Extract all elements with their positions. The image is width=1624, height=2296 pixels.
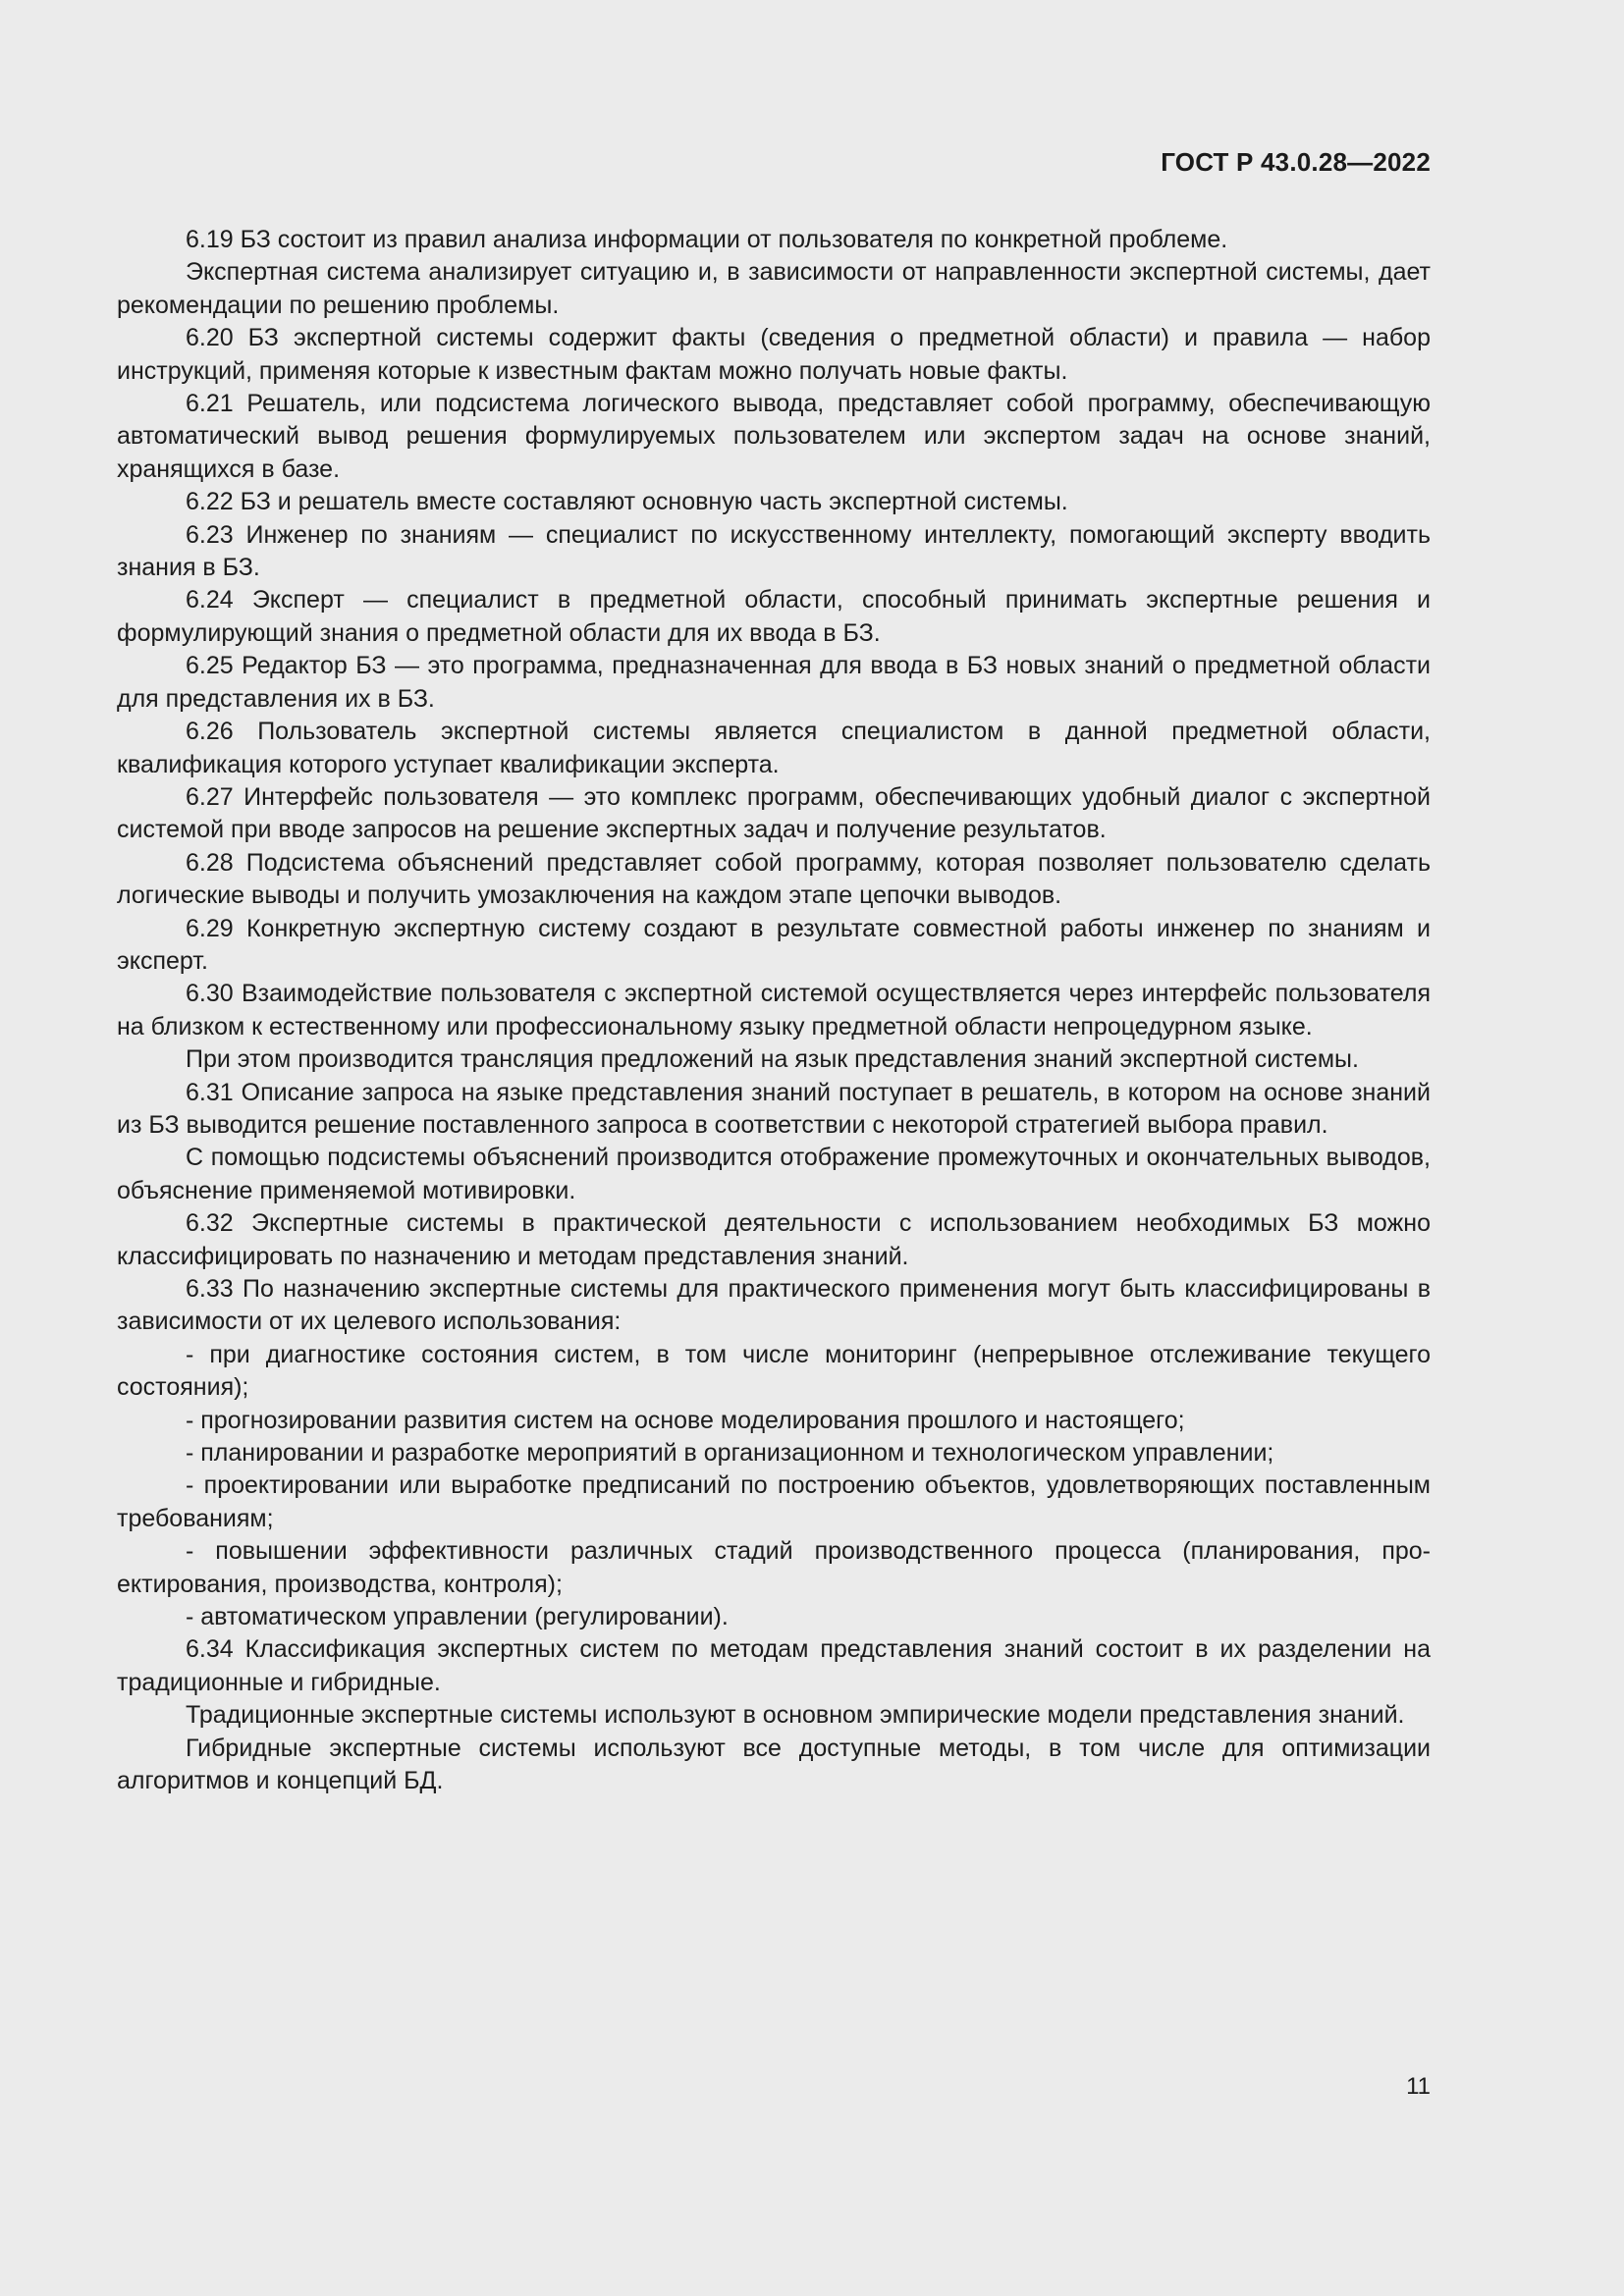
list-item: - прогнозировании развития систем на основе моделирования прошлого и настоящего; bbox=[186, 1406, 1185, 1434]
paragraph: 6.23 Инженер по знаниям — специалист по искусственному интеллекту, помогающий эксперту вводить знания в БЗ. bbox=[117, 520, 1431, 582]
paragraph: 6.30 Взаимодействие пользователя с экспертной системой осуществляется через интерфейс пользователя на близком к естественному или профессиональному языку предметной области непроцедурном языке. bbox=[117, 980, 1431, 1041]
paragraph: 6.28 Подсистема объяснений представляет собой программу, которая позволяет пользователю сделать логические выводы и получить умозаключения на каждом этапе цепочки выводов. bbox=[117, 848, 1431, 910]
paragraph: 6.27 Интерфейс пользователя — это комплекс программ, обеспечивающих удобный диалог с экспертной системой при вводе запросов на решение экспертных задач и получение результатов. bbox=[117, 782, 1431, 844]
paragraph: Гибридные экспертные системы используют все доступные методы, в том числе для оптимизации алгоритмов и концепций БД. bbox=[117, 1734, 1431, 1795]
list-item: - проектировании или выработке предписаний по построению объектов, удовлетворяющих поставленным требованиям; bbox=[117, 1471, 1431, 1532]
paragraph: 6.33 По назначению экспертные системы для практического применения могут быть классифицированы в зависимости от их целевого использования: bbox=[117, 1275, 1431, 1336]
document-code-header: ГОСТ Р 43.0.28—2022 bbox=[1161, 147, 1431, 177]
paragraph: 6.25 Редактор БЗ — это программа, предназначенная для ввода в БЗ новых знаний о предметной области для представления их в БЗ. bbox=[117, 652, 1431, 713]
list-item: - повышении эффективности различных стадий производственного процесса (планирования, проектирования, производства, контроля); bbox=[117, 1537, 1431, 1598]
paragraph: 6.32 Экспертные системы в практической деятельности с использованием необходимых БЗ можно классифицировать по назначению и методам представления знаний. bbox=[117, 1209, 1431, 1270]
paragraph: 6.34 Классификация экспертных систем по методам представления знаний состоит в их разделении на традиционные и гибридные. bbox=[117, 1635, 1431, 1696]
paragraph: 6.20 БЗ экспертной системы содержит факты (сведения о предметной области) и правила — набор инструкций, применяя которые к известным фактам можно получать новые факты. bbox=[117, 324, 1431, 385]
paragraph: При этом производится трансляция предложений на язык представления знаний экспертной системы. bbox=[186, 1045, 1359, 1074]
paragraph: Традиционные экспертные системы используют в основном эмпирические модели представления знаний. bbox=[186, 1701, 1405, 1730]
paragraph: 6.22 БЗ и решатель вместе составляют основную часть экспертной системы. bbox=[186, 488, 1068, 516]
paragraph: 6.19 БЗ состоит из правил анализа информации от пользователя по конкретной проблеме. bbox=[186, 226, 1228, 253]
list-item: - при диагностике состояния систем, в том числе мониторинг (непрерывное отслеживание текущего состояния); bbox=[117, 1340, 1431, 1402]
list-item: - планировании и разработке мероприятий в организационном и технологическом управлении; bbox=[186, 1439, 1274, 1468]
list-item: - автоматическом управлении (регулировании). bbox=[186, 1603, 729, 1631]
page-number: 11 bbox=[1406, 2073, 1431, 2100]
paragraph: С помощью подсистемы объяснений производится отображение промежуточных и окончательных выводов, объяснение применяемой мотивировки. bbox=[117, 1144, 1431, 1204]
paragraph: 6.24 Эксперт — специалист в предметной области, способный принимать экспертные решения и формулирующий знания о предметной области для их ввода в БЗ. bbox=[117, 586, 1431, 647]
paragraph: Экспертная система анализирует ситуацию и, в зависимости от направленности экспертной системы, дает рекомендации по решению проблемы. bbox=[117, 258, 1431, 319]
paragraph: 6.26 Пользователь экспертной системы является специалистом в данной предметной области, квалификация которого уступает квалификации эксперта. bbox=[117, 718, 1431, 778]
paragraph: 6.21 Решатель, или подсистема логического вывода, представляет собой программу, обеспечивающую автоматический вывод решения формулируемых пользователем или экспертом задач на основе знаний, хранящихся в базе. bbox=[117, 390, 1431, 483]
paragraph: 6.31 Описание запроса на языке представления знаний поступает в решатель, в котором на основе знаний из БЗ выводится решение поставленного запроса в соответствии с некоторой стратегией выбора правил. bbox=[117, 1078, 1431, 1139]
paragraph: 6.29 Конкретную экспертную систему создают в результате совместной работы инженер по знаниям и эксперт. bbox=[117, 914, 1431, 975]
document-body bbox=[117, 224, 1431, 1798]
